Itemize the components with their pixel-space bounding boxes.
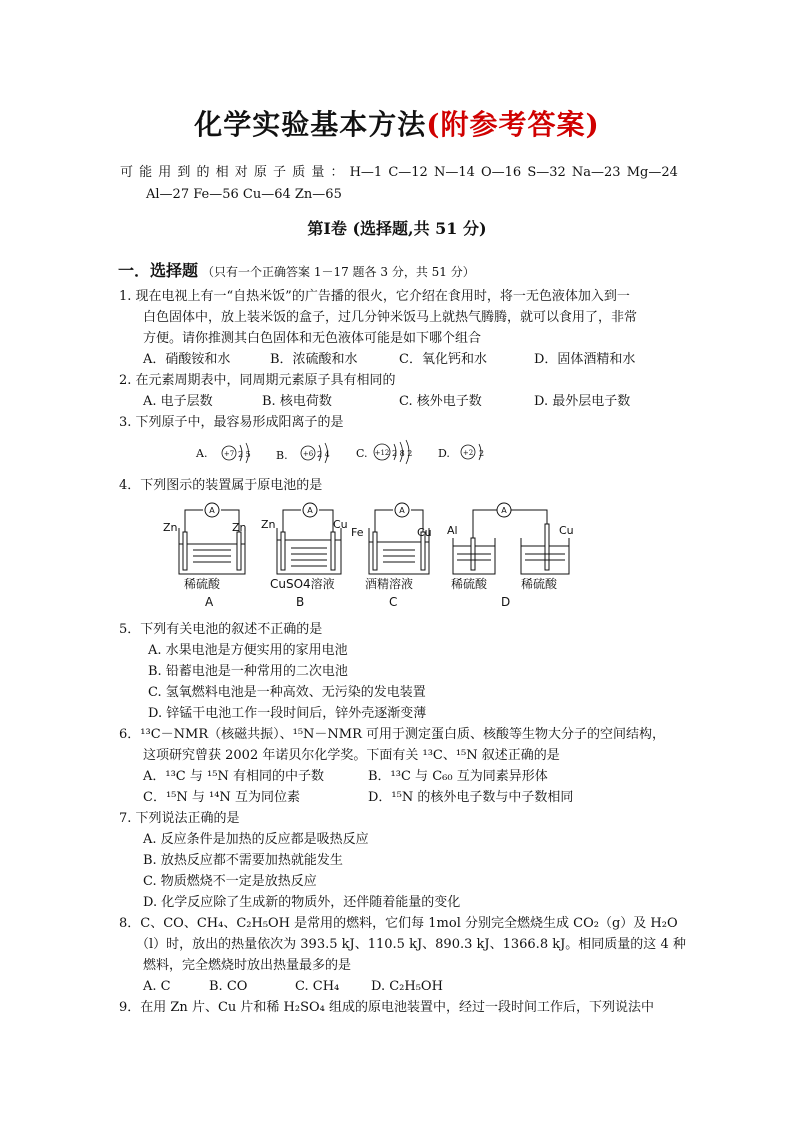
q7-option-c: C. 物质燃烧不一定是放热反应 [143,874,317,889]
q3-b-nucleus-charge: +6 [302,450,314,458]
section-heading: 第Ⅰ卷 (选择题,共 51 分) [307,219,487,238]
q6-option-b: B．¹³C 与 C₆₀ 互为同素异形体 [368,769,548,784]
q4-b-solution: CuSO4溶液 [270,577,335,591]
q1-line-3: 方便。请你推测其白色固体和无色液体可能是如下哪个组合 [143,331,482,346]
q1-line-2: 白色固体中，放上装米饭的盒子，过几分钟米饭马上就热气腾腾，就可以食用了，非常 [143,310,638,325]
q3-option-d-label: D. [438,447,450,460]
q4-d-solution-right: 稀硫酸 [521,577,558,591]
q3-a-electrons: 2 5 [238,450,251,459]
q6-line-1: 6．¹³C－NMR（核磁共振）、¹⁵N－NMR 可用于测定蛋白质、核酸等生物大分子的空间结构， [119,727,666,742]
q3-stem: 3. 下列原子中，最容易形成阳离子的是 [119,415,344,430]
q5-stem: 5．下列有关电池的叙述不正确的是 [119,622,323,637]
q3-a-nucleus-charge: +7 [223,450,235,458]
title-main: 化学实验基本方法 [194,108,427,141]
q2-option-b: B. 核电荷数 [262,394,332,409]
q1-option-c: C．氧化钙和水 [399,352,487,367]
q4-d-letter: D [501,595,511,609]
title-answer-note: (附参考答案) [426,108,600,141]
q3-option-c-label: C. [356,447,368,460]
q2-stem: 2. 在元素周期表中，同周期元素原子具有相同的 [119,373,396,388]
q4-a-left-electrode: Zn [163,521,178,534]
q8-option-d: D. C₂H₅OH [371,979,443,994]
atomic-masses-line-1: 可 能 用 到 的 相 对 原 子 质 量 ： H—1 C—12 N—14 O—16 S—32 Na—23 Mg—24 [120,165,678,180]
q8-line-3: 燃料，完全燃烧时放出热量最多的是 [143,958,352,973]
svg-text:A: A [209,506,215,515]
q4-a-right-electrode: Zn [232,521,247,534]
part-label: 一．选择题 [118,261,199,280]
q1-option-a: A．硝酸铵和水 [143,352,231,367]
q3-option-b-label: B. [276,449,288,462]
q7-option-b: B. 放热反应都不需要加热就能发生 [143,853,343,868]
q9-line-1: 9．在用 Zn 片、Cu 片和稀 H₂SO₄ 组成的原电池装置中，经过一段时间工作后，下列说法中 [119,1000,654,1015]
q4-a-letter: A [205,595,214,609]
q4-stem: 4．下列图示的装置属于原电池的是 [119,478,323,493]
q4-c-left-electrode: Fe [351,526,364,539]
svg-text:A: A [307,506,313,515]
q3-c-nucleus-charge: +12 [374,449,390,457]
q5-option-b: B. 铅蓄电池是一种常用的二次电池 [148,664,348,679]
part-note: （只有一个正确答案 1－17 题各 3 分，共 51 分） [202,265,475,279]
q7-stem: 7. 下列说法正确的是 [119,811,240,826]
q1-option-d: D．固体酒精和水 [534,352,636,367]
q4-c-right-electrode: Cu [417,526,432,539]
q4-a-solution: 稀硫酸 [184,577,221,591]
svg-text:A: A [399,506,405,515]
q4-cell-diagrams [155,498,585,616]
q3-d-electrons: 2 [479,449,485,458]
atomic-masses-line-2: Al—27 Fe—56 Cu—64 Zn—65 [146,187,342,202]
q6-option-a: A．¹³C 与 ¹⁵N 有相同的中子数 [143,769,324,784]
q7-option-d: D. 化学反应除了生成新的物质外，还伴随着能量的变化 [143,895,461,910]
q4-apparatus-a [163,503,247,609]
q4-apparatus-b [261,503,348,609]
q4-apparatus-c [351,503,432,609]
q4-d-left-electrode: Al [447,524,458,537]
q4-apparatus-d [447,503,574,609]
q1-option-b: B．浓硫酸和水 [270,352,358,367]
document-title [0,103,794,143]
q2-option-d: D. 最外层电子数 [534,394,631,409]
q8-option-a: A. C [143,979,171,994]
q3-c-electrons: 2 8 2 [392,449,413,458]
q6-option-c: C．¹⁵N 与 ¹⁴N 互为同位素 [143,790,300,805]
q3-option-a-label: A. [196,447,208,460]
q5-option-a: A. 水果电池是方便实用的家用电池 [148,643,348,658]
q8-line-2: （l）时，放出的热量依次为 393.5 kJ、110.5 kJ、890.3 kJ、1366.8 kJ。相同质量的这 4 种 [136,937,686,952]
q4-d-solution-left: 稀硫酸 [451,577,488,591]
q7-option-a: A. 反应条件是加热的反应都是吸热反应 [143,832,369,847]
q8-option-b: B. CO [209,979,248,994]
q4-c-letter: C [389,595,398,609]
q4-b-letter: B [296,595,305,609]
q1-line-1: 1. 现在电视上有一“自热米饭”的广告播的很火，它介绍在食用时，将一无色液体加入到一 [119,289,630,304]
q5-option-d: D. 锌锰干电池工作一段时间后，锌外壳逐渐变薄 [148,706,427,721]
q3-d-nucleus-charge: +2 [462,449,474,457]
q5-option-c: C. 氢氧燃料电池是一种高效、无污染的发电装置 [148,685,426,700]
part-heading [118,258,475,281]
q2-option-c: C. 核外电子数 [399,394,482,409]
q8-line-1: 8．C、CO、CH₄、C₂H₅OH 是常用的燃料，它们每 1mol 分别完全燃烧生成 CO₂（g）及 H₂O [119,916,678,931]
q8-option-c: C. CH₄ [295,979,340,994]
q4-b-left-electrode: Zn [261,518,276,531]
q6-line-2: 这项研究曾获 2002 年诺贝尔化学奖。下面有关 ¹³C、¹⁵N 叙述正确的是 [143,748,560,763]
q2-option-a: A. 电子层数 [143,394,213,409]
q4-c-solution: 酒精溶液 [365,577,414,591]
q3-atom-diagrams [190,436,510,468]
q6-option-d: D．¹⁵N 的核外电子数与中子数相同 [368,790,574,805]
q4-b-right-electrode: Cu [333,518,348,531]
svg-text:A: A [501,506,507,515]
q4-d-right-electrode: Cu [559,524,574,537]
q3-b-electrons: 2 4 [317,450,330,459]
